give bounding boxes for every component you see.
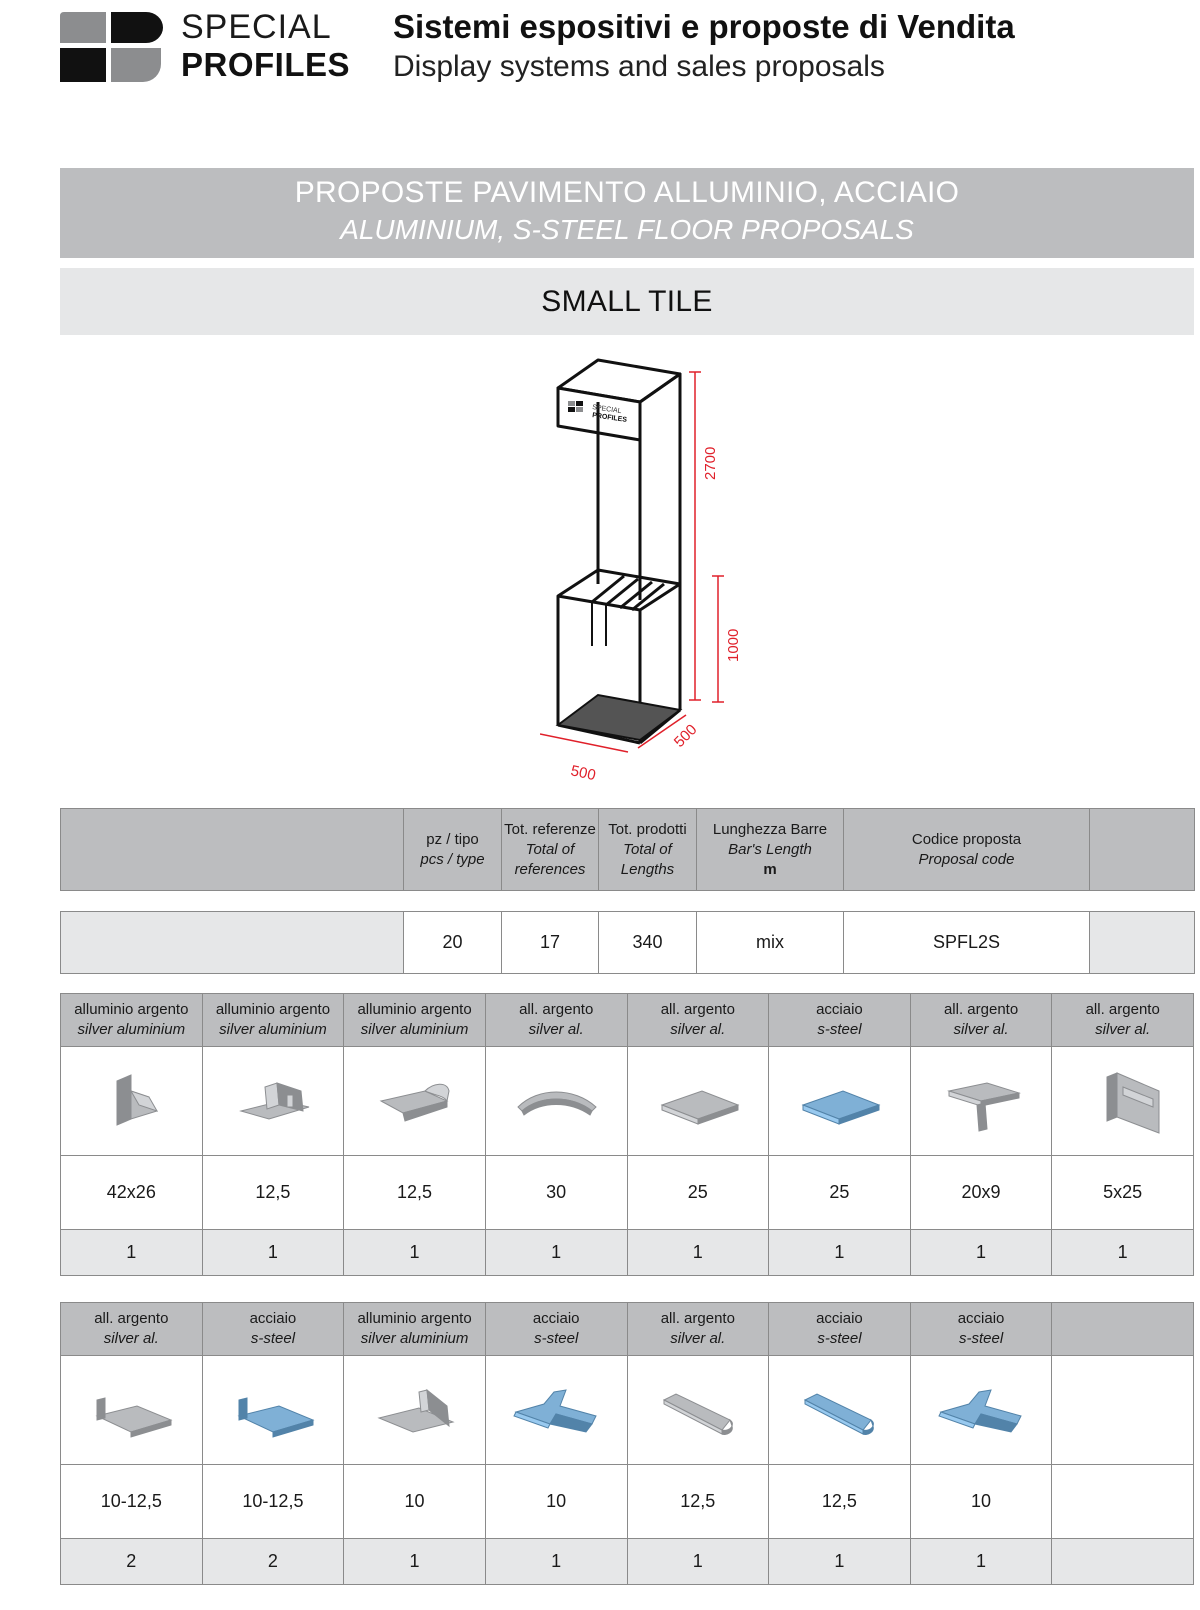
spec-header-label-it: pz / tipo	[426, 830, 479, 848]
profile-material-en: silver aluminium	[219, 1021, 327, 1038]
brand-name-line1: SPECIAL	[181, 8, 332, 46]
profile-material-header	[769, 994, 911, 1047]
profile-image-cell	[202, 1356, 344, 1465]
profile-qty-cell: 1	[485, 1539, 627, 1585]
spec-header-blank	[61, 809, 404, 891]
profile-size-cell: 20x9	[910, 1156, 1052, 1230]
profile-qty-cell: 2	[61, 1539, 203, 1585]
spec-value-total-references: 17	[502, 912, 599, 974]
profile-size-cell: 30	[485, 1156, 627, 1230]
spec-header-label-it: Tot. prodotti	[608, 820, 687, 838]
profile-image-cell	[910, 1356, 1052, 1465]
page-title: Sistemi espositivi e proposte di Vendita	[393, 8, 1015, 45]
profile-size-cell	[1052, 1465, 1194, 1539]
spec-value-blank	[61, 912, 404, 974]
profile-size-cell: 10	[910, 1465, 1052, 1539]
profile-image-cell	[769, 1356, 911, 1465]
profile-material-en: silver al.	[1095, 1021, 1151, 1038]
profile-material-it: acciaio	[957, 1310, 1005, 1327]
display-stand-drawing	[540, 350, 780, 800]
profile-image-cell	[627, 1356, 769, 1465]
profile-image-cell	[344, 1356, 486, 1465]
profile-qty-cell: 1	[202, 1230, 344, 1276]
profile-size-cell: 12,5	[202, 1156, 344, 1230]
angle-profile-icon	[360, 1370, 470, 1450]
profile-qty-cell: 1	[769, 1539, 911, 1585]
spec-header-label-en: pcs / type	[420, 850, 485, 868]
profile-image-cell	[485, 1356, 627, 1465]
profile-size-cell: 10-12,5	[202, 1465, 344, 1539]
profile-qty-cell: 1	[769, 1230, 911, 1276]
profile-material-it: all. argento	[660, 1001, 735, 1018]
profile-image-cell	[627, 1047, 769, 1156]
section-banner: SMALL TILE	[60, 268, 1194, 335]
spec-header-total-references	[502, 809, 599, 891]
profile-image-cell	[769, 1047, 911, 1156]
profile-size-cell: 42x26	[61, 1156, 203, 1230]
reducer-profile-icon	[643, 1370, 753, 1450]
profile-material-header	[627, 1303, 769, 1356]
profile-size-cell: 5x25	[1052, 1156, 1194, 1230]
profile-size-cell: 12,5	[627, 1465, 769, 1539]
profiles-table-2	[60, 1302, 1194, 1585]
spec-header-table	[60, 808, 1195, 891]
profile-material-header	[485, 994, 627, 1047]
spec-header-label-en: Total of Lengths	[620, 840, 675, 878]
spec-header-label-en: Bar's Length	[728, 840, 812, 858]
stair-nosing-profile-icon	[76, 1061, 186, 1141]
profile-material-it: alluminio argento	[357, 1001, 472, 1018]
profile-material-en: s-steel	[958, 1330, 1004, 1347]
round-edge-profile-icon	[360, 1061, 470, 1141]
profile-material-header	[485, 1303, 627, 1356]
profile-image-cell	[910, 1047, 1052, 1156]
profile-material-header	[627, 994, 769, 1047]
curved-cover-profile-icon	[501, 1061, 611, 1141]
flat-cover-profile-icon	[643, 1061, 753, 1141]
profile-qty-cell	[1052, 1539, 1194, 1585]
profile-material-header	[61, 1303, 203, 1356]
profile-qty-cell: 1	[61, 1230, 203, 1276]
profile-material-header	[1052, 994, 1194, 1047]
spec-value-total-lengths: 340	[599, 912, 697, 974]
profile-material-it: alluminio argento	[215, 1001, 331, 1018]
spec-value-blank	[1090, 912, 1195, 974]
profile-material-it: alluminio argento	[357, 1310, 472, 1327]
profile-qty-cell: 1	[910, 1230, 1052, 1276]
profile-qty-cell: 2	[202, 1539, 344, 1585]
profile-material-en: silver al.	[670, 1021, 726, 1038]
profile-qty-cell: 1	[485, 1230, 627, 1276]
profile-image-cell	[61, 1356, 203, 1465]
profile-material-en: silver al.	[953, 1021, 1009, 1038]
profile-material-en: s-steel	[817, 1330, 862, 1347]
profile-image-cell	[1052, 1047, 1194, 1156]
spec-header-unit: m	[763, 860, 777, 878]
profile-image-cell	[61, 1047, 203, 1156]
l-trim-profile-icon	[76, 1370, 186, 1450]
profiles-table-1	[60, 993, 1194, 1276]
profile-image-cell	[344, 1047, 486, 1156]
spec-value-pcs-type: 20	[404, 912, 502, 974]
profile-size-cell: 12,5	[344, 1156, 486, 1230]
profile-material-header	[61, 994, 203, 1047]
spec-value-proposal-code: SPFL2S	[844, 912, 1090, 974]
sign-text-line2: PROFILES	[591, 412, 628, 424]
reducer-profile-icon	[784, 1370, 894, 1450]
profile-material-header	[344, 1303, 486, 1356]
profile-size-cell: 10-12,5	[61, 1465, 203, 1539]
profile-material-en: silver aluminium	[360, 1021, 469, 1038]
profile-image-cell	[1052, 1356, 1194, 1465]
profile-material-header	[910, 1303, 1052, 1356]
profile-image-cell	[485, 1047, 627, 1156]
spec-header-label-it: Tot. referenze	[504, 820, 596, 838]
channel-profile-icon	[1068, 1061, 1178, 1141]
spec-header-label-it: Lunghezza Barre	[712, 820, 828, 838]
spec-header-proposal-code	[844, 809, 1090, 891]
t-profile-icon	[926, 1061, 1036, 1141]
profile-material-en: silver al.	[528, 1021, 584, 1038]
profile-material-en: silver aluminium	[77, 1021, 186, 1038]
profile-material-en: silver aluminium	[360, 1330, 469, 1347]
profile-material-en: s-steel	[817, 1021, 862, 1038]
step-joint-profile-icon	[501, 1370, 611, 1450]
profile-material-it: all. argento	[519, 1001, 594, 1018]
profile-material-header	[769, 1303, 911, 1356]
profile-size-cell: 10	[344, 1465, 486, 1539]
page-subtitle: Display systems and sales proposals	[393, 50, 885, 83]
spec-values-table	[60, 911, 1195, 974]
profile-material-en: silver al.	[103, 1330, 159, 1347]
profile-size-cell: 25	[769, 1156, 911, 1230]
category-title-en: ALUMINIUM, S-STEEL FLOOR PROPOSALS	[340, 214, 914, 245]
profile-material-it: acciaio	[816, 1001, 863, 1018]
tile-trim-profile-icon	[218, 1061, 328, 1141]
profile-material-header	[1052, 1303, 1194, 1356]
dimension-rack-height: 1000	[725, 628, 742, 662]
profile-material-it: alluminio argento	[74, 1001, 189, 1018]
profile-material-it: all. argento	[943, 1001, 1019, 1018]
profile-qty-cell: 1	[1052, 1230, 1194, 1276]
sign-text-line1: SPECIAL	[591, 404, 622, 416]
category-title-it: PROPOSTE PAVIMENTO ALLUMINIO, ACCIAIO	[294, 176, 960, 209]
profile-material-it: acciaio	[532, 1310, 580, 1327]
spec-header-label-it: Codice proposta	[911, 830, 1022, 848]
profile-material-it: all. argento	[1085, 1001, 1160, 1018]
profile-material-it: all. argento	[660, 1310, 735, 1327]
dimension-height: 2700	[702, 446, 719, 480]
profile-size-cell: 25	[627, 1156, 769, 1230]
profile-material-en: silver al.	[670, 1330, 726, 1347]
spec-header-blank	[1090, 809, 1195, 891]
profile-image-cell	[202, 1047, 344, 1156]
profile-material-header	[202, 1303, 344, 1356]
special-profiles-logo	[60, 12, 165, 82]
spec-header-pcs-type	[404, 809, 502, 891]
profile-material-it: acciaio	[249, 1310, 297, 1327]
category-banner	[60, 168, 1194, 258]
spec-header-label-en: Total of references	[514, 840, 586, 878]
spec-header-bar-length	[697, 809, 844, 891]
profile-material-it: all. argento	[94, 1310, 169, 1327]
profile-material-header	[344, 994, 486, 1047]
profile-material-it: acciaio	[816, 1310, 863, 1327]
profile-material-header	[910, 994, 1052, 1047]
profile-qty-cell: 1	[910, 1539, 1052, 1585]
step-joint-profile-icon	[926, 1370, 1036, 1450]
flat-cover-profile-icon	[784, 1061, 894, 1141]
spec-header-total-lengths	[599, 809, 697, 891]
profile-size-cell: 12,5	[769, 1465, 911, 1539]
profile-qty-cell: 1	[344, 1539, 486, 1585]
profile-qty-cell: 1	[627, 1230, 769, 1276]
profile-material-en: s-steel	[250, 1330, 296, 1347]
l-trim-profile-icon	[218, 1370, 328, 1450]
profile-qty-cell: 1	[344, 1230, 486, 1276]
dimension-depth: 500	[670, 721, 701, 751]
profile-qty-cell: 1	[627, 1539, 769, 1585]
profile-material-en: s-steel	[534, 1330, 579, 1347]
spec-value-bar-length: mix	[697, 912, 844, 974]
dimension-width: 500	[569, 762, 598, 785]
profile-size-cell: 10	[485, 1465, 627, 1539]
spec-header-label-en: Proposal code	[918, 850, 1015, 868]
profile-material-header	[202, 994, 344, 1047]
brand-name-line2: PROFILES	[181, 46, 351, 83]
